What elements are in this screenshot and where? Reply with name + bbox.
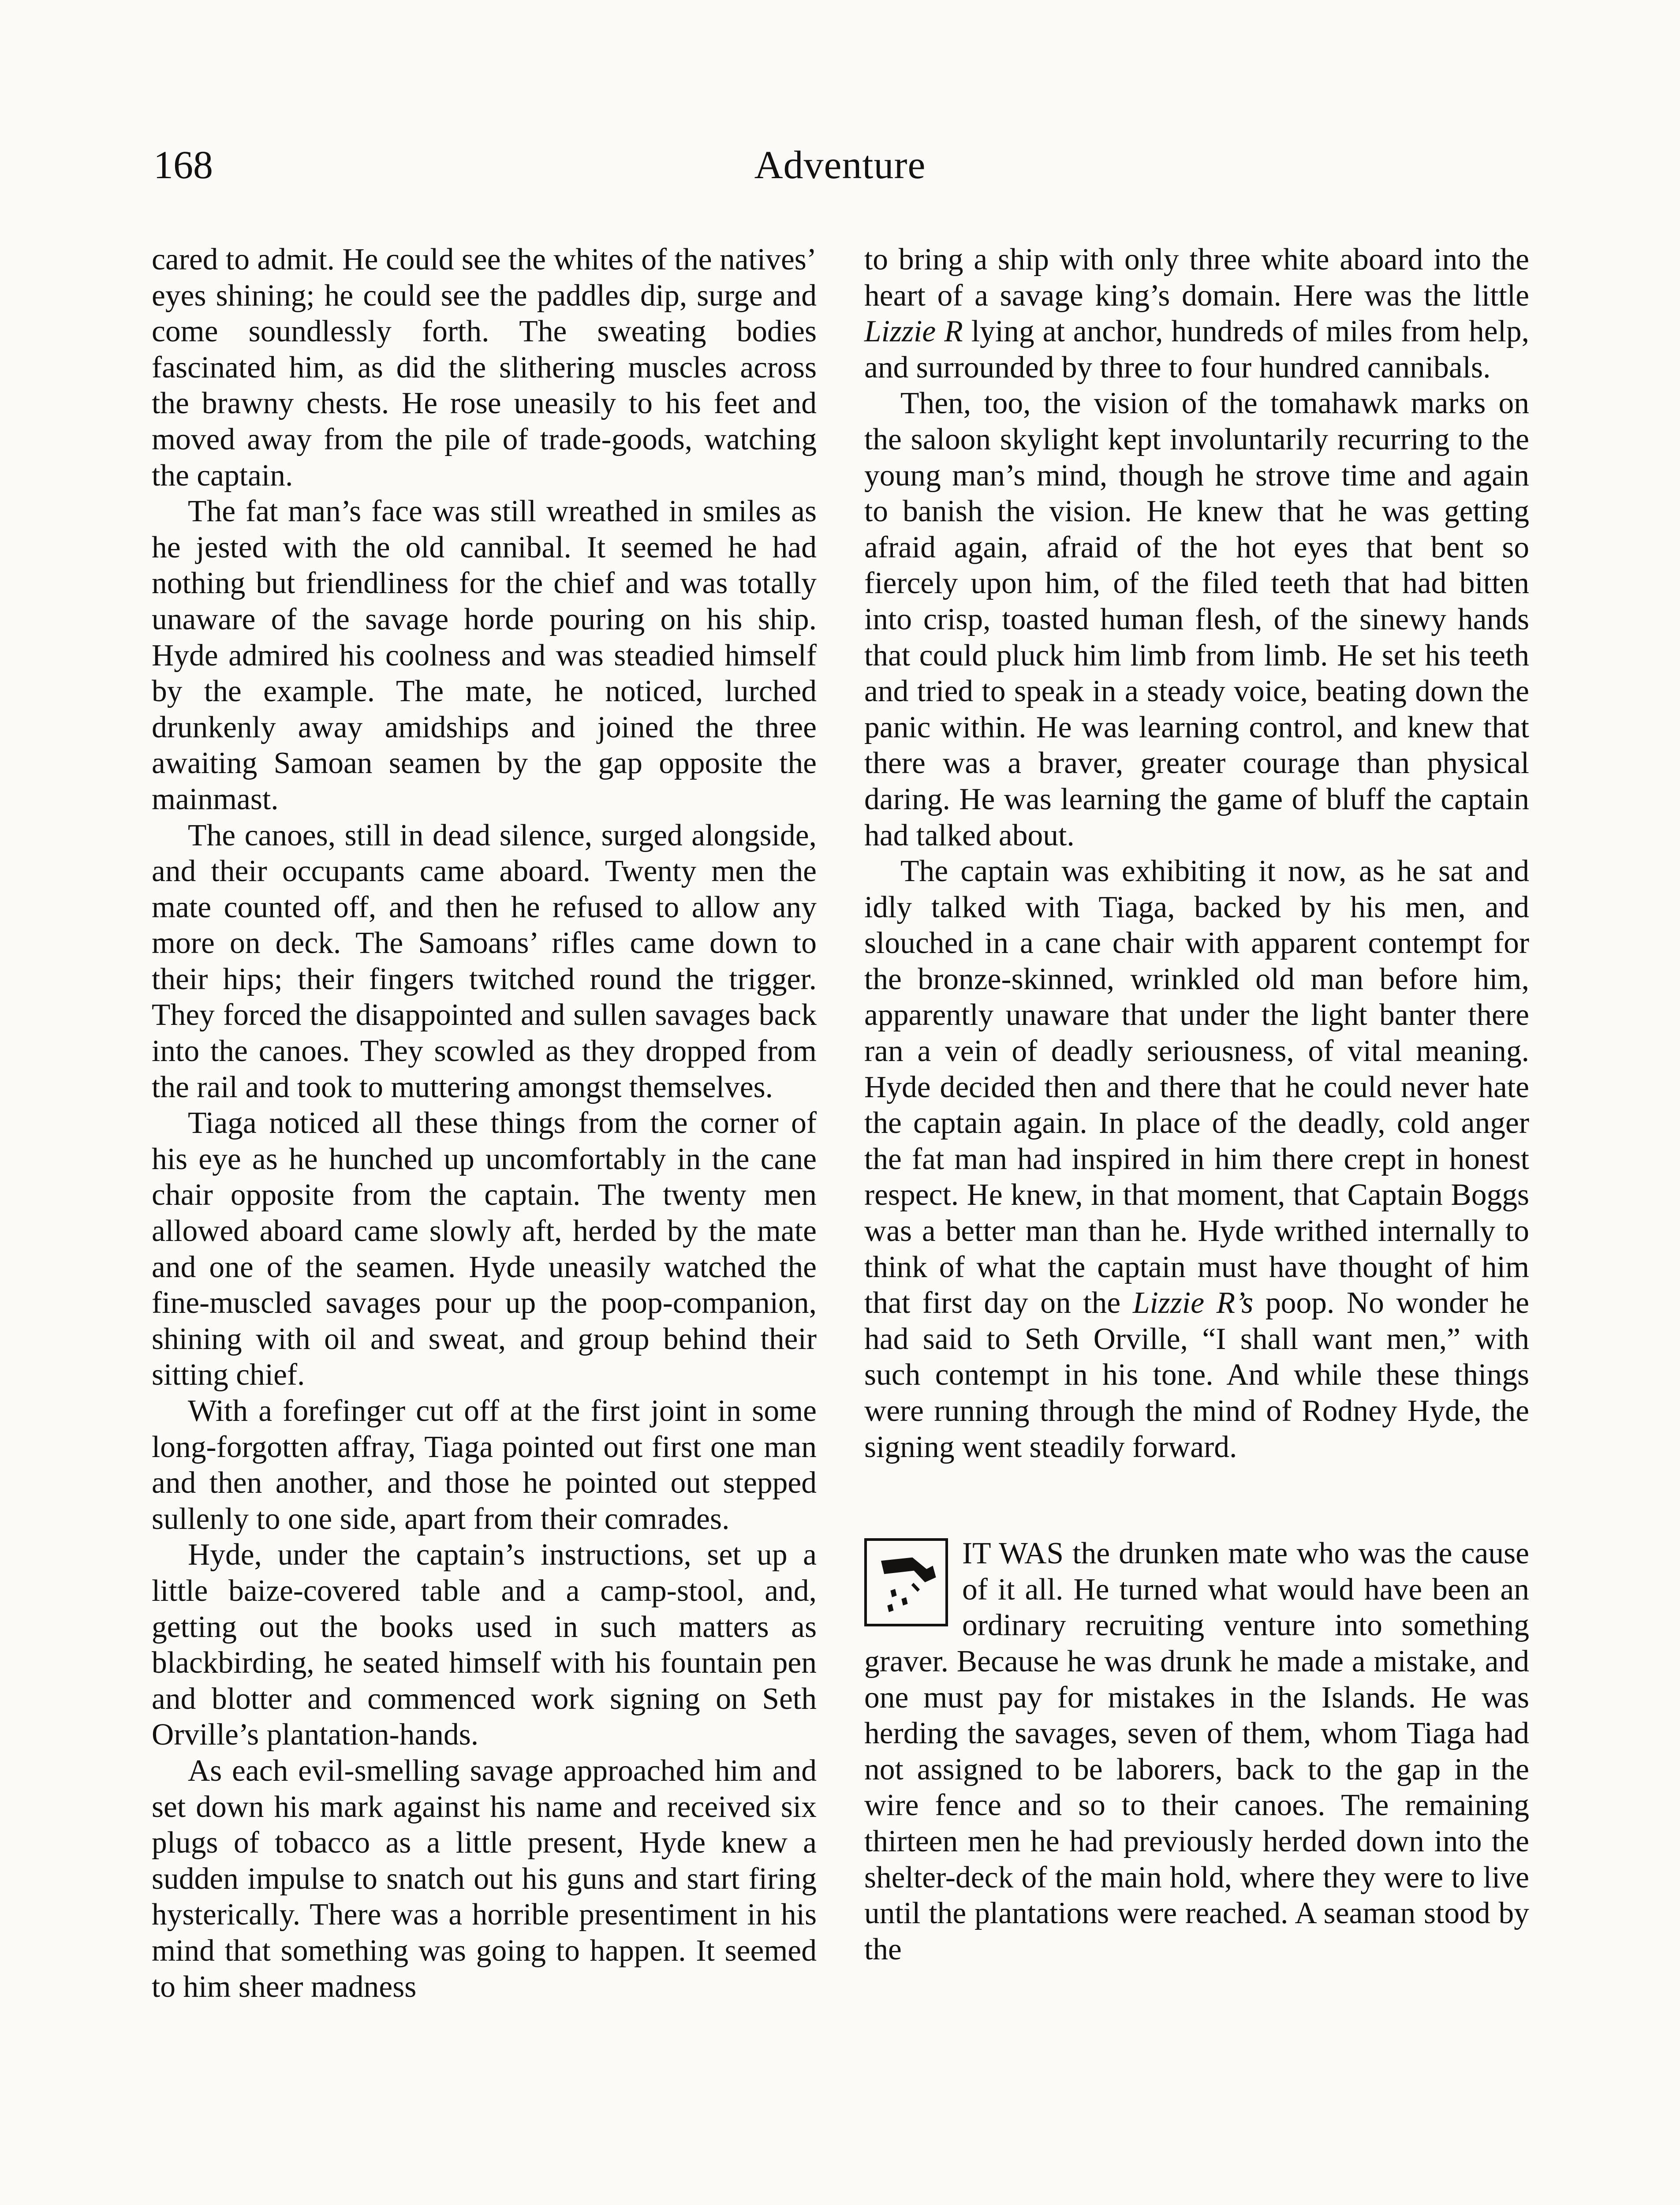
paragraph [864,853,1529,1465]
right-column [864,242,1529,1967]
ship-name: Lizzie R’s [1132,1286,1254,1320]
paragraph: The fat man’s face was still wreathed in smiles as he jested with the old cannibal. It seemed he had nothing but friendliness for the chief and was totally unaware of the savage horde pouring on his ship. Hyde admired his coolness and was steadied himself by the example. The mate, he noticed, lurched drunkenly away amidships and joined the three awaiting Samoan seamen by the gap opposite the mainmast. [152,494,817,816]
section-lead-words: IT WAS [962,1536,1064,1571]
paragraph: cared to admit. He could see the whites of the natives’ eyes shining; he could see the paddles dip, surge and come soundlessly forth. The sweating bodies fascinated him, as did the slithering muscles across the brawny chests. He rose uneasily to his feet and moved away from the pile of trade-goods, watching the captain. [152,243,817,493]
paragraph-text: the drunken mate who was the cause of it all. He turned what would have been an ordinary recruiting venture into something graver. Because he was drunk he made a mistake, and one must pay for mistakes in the Islands. He was herding the savages, seven of them, whom Tiaga had not assigned to be laborers, back to the gap in the wire fence and so to their canoes. The remaining thirteen men he had previously herded down into the shelter-deck of the main hold, where they were to live until the plantations were reached. A seaman stood by the [864,1536,1530,1966]
paragraph-text: The captain was exhibiting it now, as he sat and idly talked with Tiaga, backed by his men, and slouched in a cane chair with apparent contempt for the bronze-skinned, wrinkled old man before him, apparently unaware that under the light banter there ran a vein of deadly seriousness, of vital meaning. Hyde decided then and there that he could never hate the captain again. In place of the deadly, cold anger the fat man had inspired in him there crept in honest respect. He knew, in that moment, that Captain Boggs was a better man than he. Hyde writhed internally to think of what the captain must have thought of him that first day on the [864,854,1529,1320]
paragraph-text: to bring a ship with only three white aboard into the heart of a savage king’s domain. Here was the little [864,243,1529,313]
section-ornament-icon [864,1538,948,1626]
paragraph: With a forefinger cut off at the first joint in some long-forgotten affray, Tiaga pointed out first one man and then another, and those he pointed out stepped sullenly to one side, apart from their comrades. [152,1394,817,1536]
page-number: 168 [153,143,213,187]
section-paragraph [864,1536,1529,1967]
paragraph: The canoes, still in dead silence, surged alongside, and their occupants came aboard. Twenty men the mate counted off, and then he refused to allow any more on deck. The Samoans’ rifles came down to their hips; their fingers twitched round the trigger. They forced the disappointed and sullen savages back into the canoes. They scowled as they dropped from the rail and took to muttering amongst themselves. [152,818,817,1104]
paragraph: Hyde, under the captain’s instructions, set up a little baize-covered table and a camp-stool, and, getting out the books used in such matters as blackbirding, he seated himself with his fountain pen and blotter and commenced work signing on Seth Orville’s plantation-hands. [152,1538,817,1752]
magazine-title: Adventure [754,143,926,187]
paragraph: As each evil-smelling savage approached him and set down his mark against his name and received six plugs of tobacco as a little present, Hyde knew a sudden impulse to snatch out his guns and start firing hysterically. There was a horrible presentiment in his mind that something was going to happen. It seemed to him sheer madness [152,1753,817,2004]
paragraph: Tiaga noticed all these things from the corner of his eye as he hunched up uncomfortably in the cane chair opposite from the captain. The twenty men allowed aboard came slowly aft, herded by the mate and one of the seamen. Hyde uneasily watched the fine-muscled savages pour up the poop-companion, shining with oil and sweat, and group behind their sitting chief. [152,1106,817,1392]
left-column [152,242,817,2005]
ship-name: Lizzie R [864,314,963,349]
paragraph: Then, too, the vision of the tomahawk marks on the saloon skylight kept involuntarily recurring to the young man’s mind, though he strove time and again to banish the vision. He knew that he was getting afraid again, afraid of the hot eyes that bent so fiercely upon him, of the filed teeth that had bitten into crisp, toasted human flesh, of the sinewy hands that could pluck him limb from limb. He set his teeth and tried to speak in a steady voice, beating down the panic within. He was learning control, and knew that there was a braver, greater courage than physical daring. He was learning the game of bluff the captain had talked about. [864,386,1529,852]
paragraph [864,242,1529,385]
paragraph-text: poop. No wonder he had said to Seth Orville, “I shall want men,” with such contempt in his tone. And while these things were running through the mind of Rodney Hyde, the signing went steadily forward. [864,1286,1530,1464]
paragraph-text: lying at anchor, hundreds of miles from help, and surrounded by three to four hundred cannibals. [864,314,1530,385]
